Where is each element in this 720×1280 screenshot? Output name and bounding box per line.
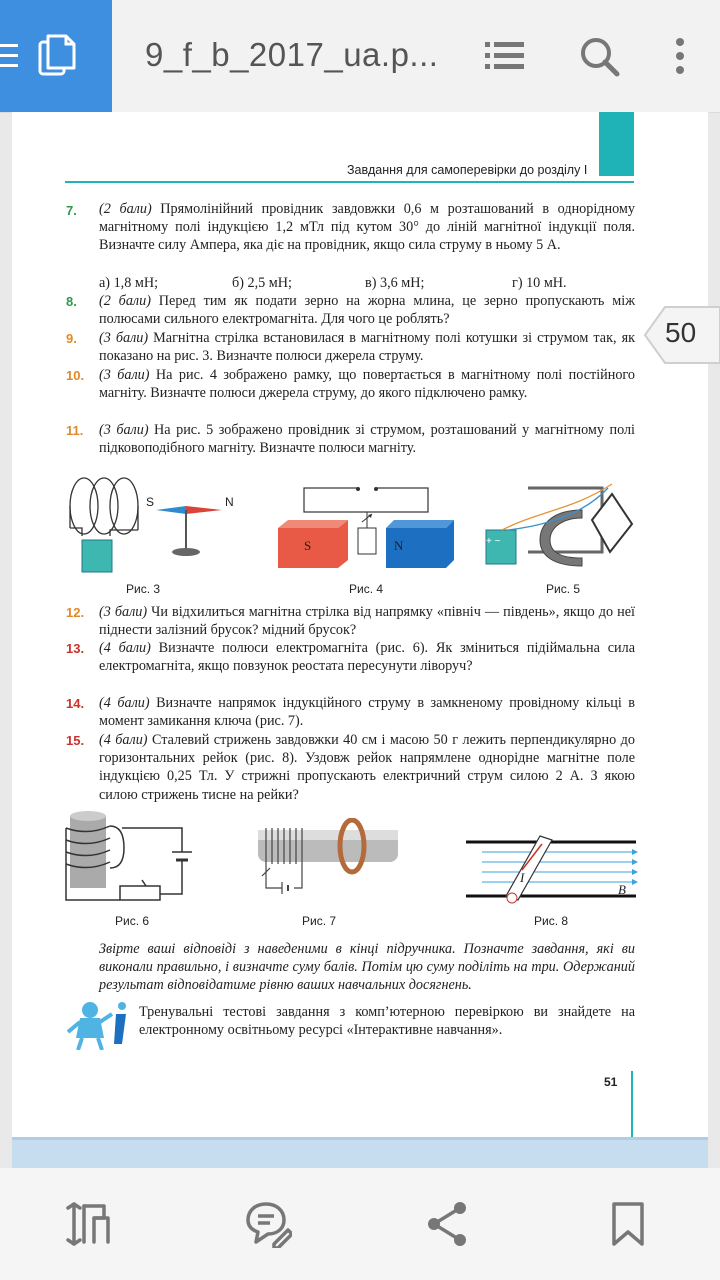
figure-5-horseshoe-magnet [482,470,642,570]
answer-b: б) 2,5 мН; [232,275,292,291]
figure-8-rod-rails [462,830,638,910]
question-number: 13. [66,641,85,656]
question-number: 8. [66,294,77,309]
question-9: (3 бали) Магнітна стрілка встановилася в магнітному полі котушки зі струмом так, як показано на рис. 3. Визначте полюси джерела струму. [99,330,635,365]
caption-fig4: Рис. 4 [349,582,384,596]
caption-fig3: Рис. 3 [126,582,161,596]
caption-fig8: Рис. 8 [534,914,569,928]
caption-fig5: Рис. 5 [546,582,581,596]
answer-c: в) 3,6 мН; [365,275,425,291]
question-12: (3 бали) Чи відхилиться магнітна стрілка від напрямку «північ — південь», якщо до неї піднести залізний брусок? мідний брусок? [99,604,635,639]
bookmark-icon[interactable] [604,1200,652,1248]
search-icon[interactable] [577,34,621,78]
document-title: 9_f_b_2017_ua.p... [145,36,439,73]
interactive-learning-icon [64,1000,134,1050]
caption-fig6: Рис. 6 [115,914,150,928]
more-vert-icon[interactable] [658,34,702,78]
self-check-note: Звірте ваші відповіді з наведеними в кінці підручника. Позначте завдання, які ви виконали правильно, і визначте суму балів. Потім цю суму поділіть на три. Одержаний результат відповідатиме рівню ваших навчальних досягнень. [99,941,635,994]
current-label: I [520,870,525,885]
app-toolbar [0,0,720,113]
figure-6-electromagnet [62,808,192,908]
page-number: 51 [604,1075,618,1089]
documents-icon [38,34,78,78]
header-rule [65,181,634,183]
field-label: B [618,882,626,897]
answer-a: а) 1,8 мН; [99,275,159,291]
question-11: (3 бали) На рис. 5 зображено провідник зі струмом, розташований у магнітному полі підковоподібного магніту. Визначте полюси магніту. [99,422,635,457]
pole-N-label: N [225,495,234,509]
figure-4-frame-magnet [276,482,456,570]
question-number: 7. [66,203,77,218]
page-header: Завдання для самоперевірки до розділу I [347,163,588,177]
answer-d: г) 10 мН. [512,275,567,291]
page-indicator-number: 50 [665,317,697,348]
caption-fig7: Рис. 7 [302,914,337,928]
figure-7-coil-ring [252,818,404,906]
question-number: 15. [66,733,85,748]
question-number: 14. [66,696,85,711]
question-13: (4 бали) Визначте полюси електромагніта (рис. 6). Як зміниться підіймальна сила електромагніта, якщо повзунок реостата пересунути ліворуч? [99,640,635,675]
question-number: 9. [66,331,77,346]
interactive-learning-note: Тренувальні тестові завдання з комп’ютерною перевіркою ви знайдете на електронному освітньому ресурсі «Інтерактивне навчання». [139,1004,635,1039]
share-icon[interactable] [424,1200,472,1248]
question-number: 11. [66,423,84,438]
hamburger-icon [0,44,18,68]
next-page-strip [12,1137,708,1171]
figure-3-coil-compass [62,468,242,576]
question-15: (4 бали) Сталевий стрижень завдовжки 40 см і масою 50 г лежить перпендикулярно до горизонтальних рейок (рис. 8). Уздовж рейок напрямлене однорідне магнітне поле індукцією 0,25 Тл. У стрижні пропускають електричний струм силою 2 А. З якою силою стрижень тисне на рейки? [99,732,635,803]
question-14: (4 бали) Визначте напрямок індукційного струму в замкненому провідному кільці в момент замикання ключа (рис. 7). [99,695,635,730]
comment-icon[interactable] [244,1200,292,1248]
page-indicator [643,305,720,365]
question-number: 12. [66,605,85,620]
menu-button[interactable] [0,0,112,112]
list-icon[interactable] [483,34,527,78]
pole-S-label: S [146,495,155,509]
chapter-tab-marker [599,112,634,176]
question-7: (2 бали) Прямолінійний провідник завдовжки 0,6 м розташований в однорідному магнітному полі індукцією 1,2 мТл під кутом 30° до ліній магнітної індукції поля. Визначте силу Ампера, яка діє на провідник, якщо сила струму в ньому 5 А. [99,201,635,254]
svg-text:+ −: + − [486,536,501,547]
question-10: (3 бали) На рис. 4 зображено рамку, що повертається в магнітному полі постійного магніту. Визначте полюси джерела струму, до якого підключено рамку. [99,367,635,402]
pole-S-label: S [304,538,312,553]
fit-width-icon[interactable] [64,1200,112,1248]
question-number: 10. [66,368,85,383]
pole-N-label: N [394,538,404,553]
question-8: (2 бали) Перед тим як подати зерно на жорна млина, це зерно пропускають між полюсами сильного електромагніта. Для чого це роблять? [99,293,635,328]
page-number-rule [631,1071,633,1137]
